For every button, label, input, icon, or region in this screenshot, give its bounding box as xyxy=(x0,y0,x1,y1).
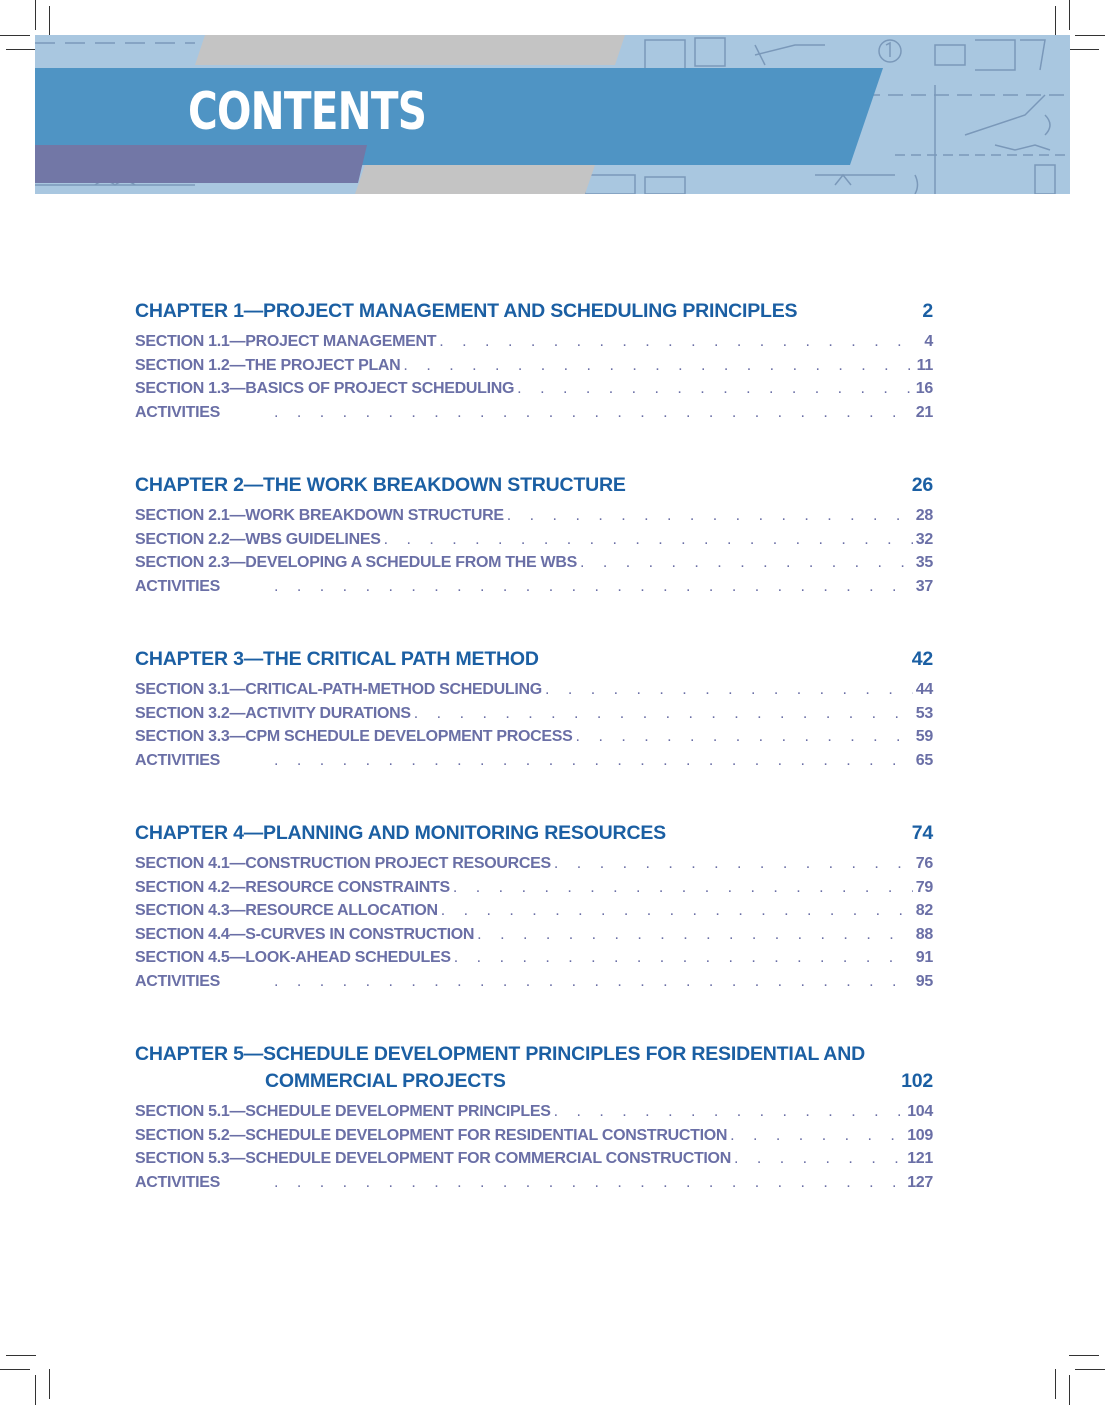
chapter-title-text: CHAPTER 2—THE WORK BREAKDOWN STRUCTURE xyxy=(135,474,626,496)
dot-leader xyxy=(439,330,921,354)
crop-mark xyxy=(1075,35,1105,36)
dot-leader xyxy=(274,401,913,425)
toc-entry[interactable] xyxy=(135,1171,933,1195)
dot-leader xyxy=(453,876,913,900)
crop-mark xyxy=(1069,1375,1070,1405)
toc-entry-page-number: 53 xyxy=(915,704,933,722)
chapter-title xyxy=(135,1041,865,1095)
dot-leader xyxy=(274,575,913,599)
toc-entry[interactable] xyxy=(135,1100,933,1124)
toc-entry-page-number: 91 xyxy=(915,949,933,966)
toc-entry-page-number: 4 xyxy=(924,333,933,350)
chapter-title-text: CHAPTER 5—SCHEDULE DEVELOPMENT PRINCIPLES FOR RESIDENTIAL AND xyxy=(135,1043,865,1065)
toc-entry-page-number: 16 xyxy=(915,380,933,397)
toc-chapter xyxy=(135,646,933,772)
toc-entry-label: ACTIVITIES xyxy=(135,751,221,769)
toc-entry[interactable] xyxy=(135,852,933,876)
toc-chapter xyxy=(135,820,933,993)
chapter-heading[interactable] xyxy=(135,1041,933,1095)
dot-leader xyxy=(730,1124,904,1148)
toc-entry-label: SECTION 5.2—SCHEDULE DEVELOPMENT FOR RESIDENTIAL CONSTRUCTION xyxy=(135,1126,728,1144)
toc-entry-page-number: 104 xyxy=(907,1103,933,1120)
chapter-page-number: 26 xyxy=(911,474,933,496)
dot-leader xyxy=(441,899,913,923)
dot-leader xyxy=(554,1100,905,1124)
crop-mark xyxy=(35,1375,36,1405)
toc-entry[interactable] xyxy=(135,923,933,947)
toc-entry-page-number: 35 xyxy=(915,554,933,571)
table-of-contents xyxy=(135,298,933,1242)
toc-entry-page-number: 95 xyxy=(915,972,933,990)
toc-entry-page-number: 109 xyxy=(907,1126,933,1144)
chapter-title-text: CHAPTER 4—PLANNING AND MONITORING RESOURCES xyxy=(135,822,666,844)
toc-entry-label: SECTION 2.3—DEVELOPING A SCHEDULE FROM THE WBS xyxy=(135,554,577,571)
toc-entry[interactable] xyxy=(135,970,933,994)
toc-entry[interactable] xyxy=(135,725,933,749)
chapter-page-number: 42 xyxy=(911,648,933,670)
toc-entry-label: SECTION 1.3—BASICS OF PROJECT SCHEDULING xyxy=(135,380,515,397)
toc-entry-page-number: 44 xyxy=(915,681,933,698)
crop-mark xyxy=(1069,49,1099,50)
chapter-heading[interactable] xyxy=(135,298,933,325)
toc-entry[interactable] xyxy=(135,749,933,773)
chapter-page-number: 102 xyxy=(901,1070,933,1092)
toc-chapter xyxy=(135,1041,933,1194)
chapter-title xyxy=(135,472,626,499)
crop-mark xyxy=(1069,1355,1099,1356)
toc-entry[interactable] xyxy=(135,946,933,970)
toc-chapter xyxy=(135,298,933,424)
toc-entry-label: ACTIVITIES xyxy=(135,1173,221,1191)
chapter-title xyxy=(135,298,797,325)
toc-entry-label: SECTION 4.2—RESOURCE CONSTRAINTS xyxy=(135,878,450,896)
dot-leader xyxy=(274,1171,904,1195)
crop-mark xyxy=(1075,1369,1105,1370)
chapter-page-number: 74 xyxy=(911,822,933,844)
toc-entry-page-number: 65 xyxy=(915,751,933,769)
dot-leader xyxy=(274,970,913,994)
crop-mark xyxy=(0,35,30,36)
toc-entry-page-number: 28 xyxy=(915,507,933,524)
dot-leader xyxy=(454,946,913,970)
toc-entry-label: ACTIVITIES xyxy=(135,972,221,990)
toc-entry-label: SECTION 3.3—CPM SCHEDULE DEVELOPMENT PROCESS xyxy=(135,728,573,745)
toc-entry-label: SECTION 4.4—S-CURVES IN CONSTRUCTION xyxy=(135,925,475,943)
toc-entry-page-number: 121 xyxy=(907,1150,933,1167)
toc-entry-page-number: 127 xyxy=(907,1173,933,1191)
toc-entry-label: SECTION 2.2—WBS GUIDELINES xyxy=(135,530,381,548)
toc-entry-label: SECTION 1.1—PROJECT MANAGEMENT xyxy=(135,333,437,350)
chapter-heading[interactable] xyxy=(135,820,933,847)
toc-chapter xyxy=(135,472,933,598)
toc-entry-label: SECTION 5.3—SCHEDULE DEVELOPMENT FOR COMMERCIAL CONSTRUCTION xyxy=(135,1150,731,1167)
toc-entry-label: SECTION 5.1—SCHEDULE DEVELOPMENT PRINCIPLES xyxy=(135,1103,551,1120)
toc-entry-page-number: 21 xyxy=(915,403,933,421)
toc-entry-page-number: 11 xyxy=(916,356,933,374)
chapter-title-text: CHAPTER 3—THE CRITICAL PATH METHOD xyxy=(135,648,539,670)
dot-leader xyxy=(576,725,913,749)
dot-leader xyxy=(403,354,913,378)
toc-entry-label: ACTIVITIES xyxy=(135,403,221,421)
toc-entry[interactable] xyxy=(135,899,933,923)
toc-entry-page-number: 76 xyxy=(915,855,933,872)
chapter-heading[interactable] xyxy=(135,646,933,673)
toc-entry[interactable] xyxy=(135,330,933,354)
dot-leader xyxy=(384,528,913,552)
toc-entry[interactable] xyxy=(135,678,933,702)
toc-entry[interactable] xyxy=(135,1124,933,1148)
toc-entry-page-number: 32 xyxy=(915,530,933,548)
toc-entry[interactable] xyxy=(135,702,933,726)
crop-mark xyxy=(49,1369,50,1399)
chapter-title xyxy=(135,646,539,673)
crop-mark xyxy=(35,0,36,30)
toc-entry-label: SECTION 3.2—ACTIVITY DURATIONS xyxy=(135,704,411,722)
chapter-page-number: 2 xyxy=(922,300,933,322)
toc-entry-label: SECTION 4.3—RESOURCE ALLOCATION xyxy=(135,902,438,919)
dot-leader xyxy=(554,852,913,876)
toc-entry[interactable] xyxy=(135,377,933,401)
toc-entry[interactable] xyxy=(135,876,933,900)
dot-leader xyxy=(580,551,913,575)
chapter-title-text: CHAPTER 1—PROJECT MANAGEMENT AND SCHEDULING PRINCIPLES xyxy=(135,300,798,322)
chapter-heading[interactable] xyxy=(135,472,933,499)
toc-entry[interactable] xyxy=(135,504,933,528)
dot-leader xyxy=(414,702,913,726)
dot-leader xyxy=(517,377,913,401)
toc-entry[interactable] xyxy=(135,401,933,425)
crop-mark xyxy=(1055,1369,1056,1399)
toc-entry[interactable] xyxy=(135,354,933,378)
toc-entry-label: SECTION 4.5—LOOK-AHEAD SCHEDULES xyxy=(135,949,451,966)
toc-entry-label: SECTION 3.1—CRITICAL-PATH-METHOD SCHEDULING xyxy=(135,681,542,698)
toc-entry-label: ACTIVITIES xyxy=(135,577,221,595)
dot-leader xyxy=(545,678,913,702)
toc-entry-label: SECTION 1.2—THE PROJECT PLAN xyxy=(135,356,401,374)
dot-leader xyxy=(274,749,913,773)
chapter-title xyxy=(135,820,666,847)
toc-entry[interactable] xyxy=(135,551,933,575)
toc-entry[interactable] xyxy=(135,575,933,599)
toc-entry-label: SECTION 4.1—CONSTRUCTION PROJECT RESOURCES xyxy=(135,855,551,872)
toc-entry-page-number: 88 xyxy=(915,925,933,943)
toc-entry-page-number: 82 xyxy=(915,902,933,919)
crop-mark xyxy=(1069,0,1070,30)
dot-leader xyxy=(477,923,913,947)
toc-entry-page-number: 79 xyxy=(915,878,933,896)
crop-mark xyxy=(6,49,36,50)
toc-entry[interactable] xyxy=(135,1147,933,1171)
toc-entry-page-number: 37 xyxy=(915,577,933,595)
toc-entry-page-number: 59 xyxy=(915,728,933,745)
page-title: CONTENTS xyxy=(188,82,427,142)
crop-mark xyxy=(0,1369,30,1370)
crop-mark xyxy=(1055,6,1056,36)
dot-leader xyxy=(507,504,913,528)
toc-entry-label: SECTION 2.1—WORK BREAKDOWN STRUCTURE xyxy=(135,507,504,524)
crop-mark xyxy=(49,6,50,36)
crop-mark xyxy=(6,1355,36,1356)
chapter-title-continuation: COMMERCIAL PROJECTS xyxy=(265,1070,506,1092)
toc-entry[interactable] xyxy=(135,528,933,552)
dot-leader xyxy=(734,1147,904,1171)
